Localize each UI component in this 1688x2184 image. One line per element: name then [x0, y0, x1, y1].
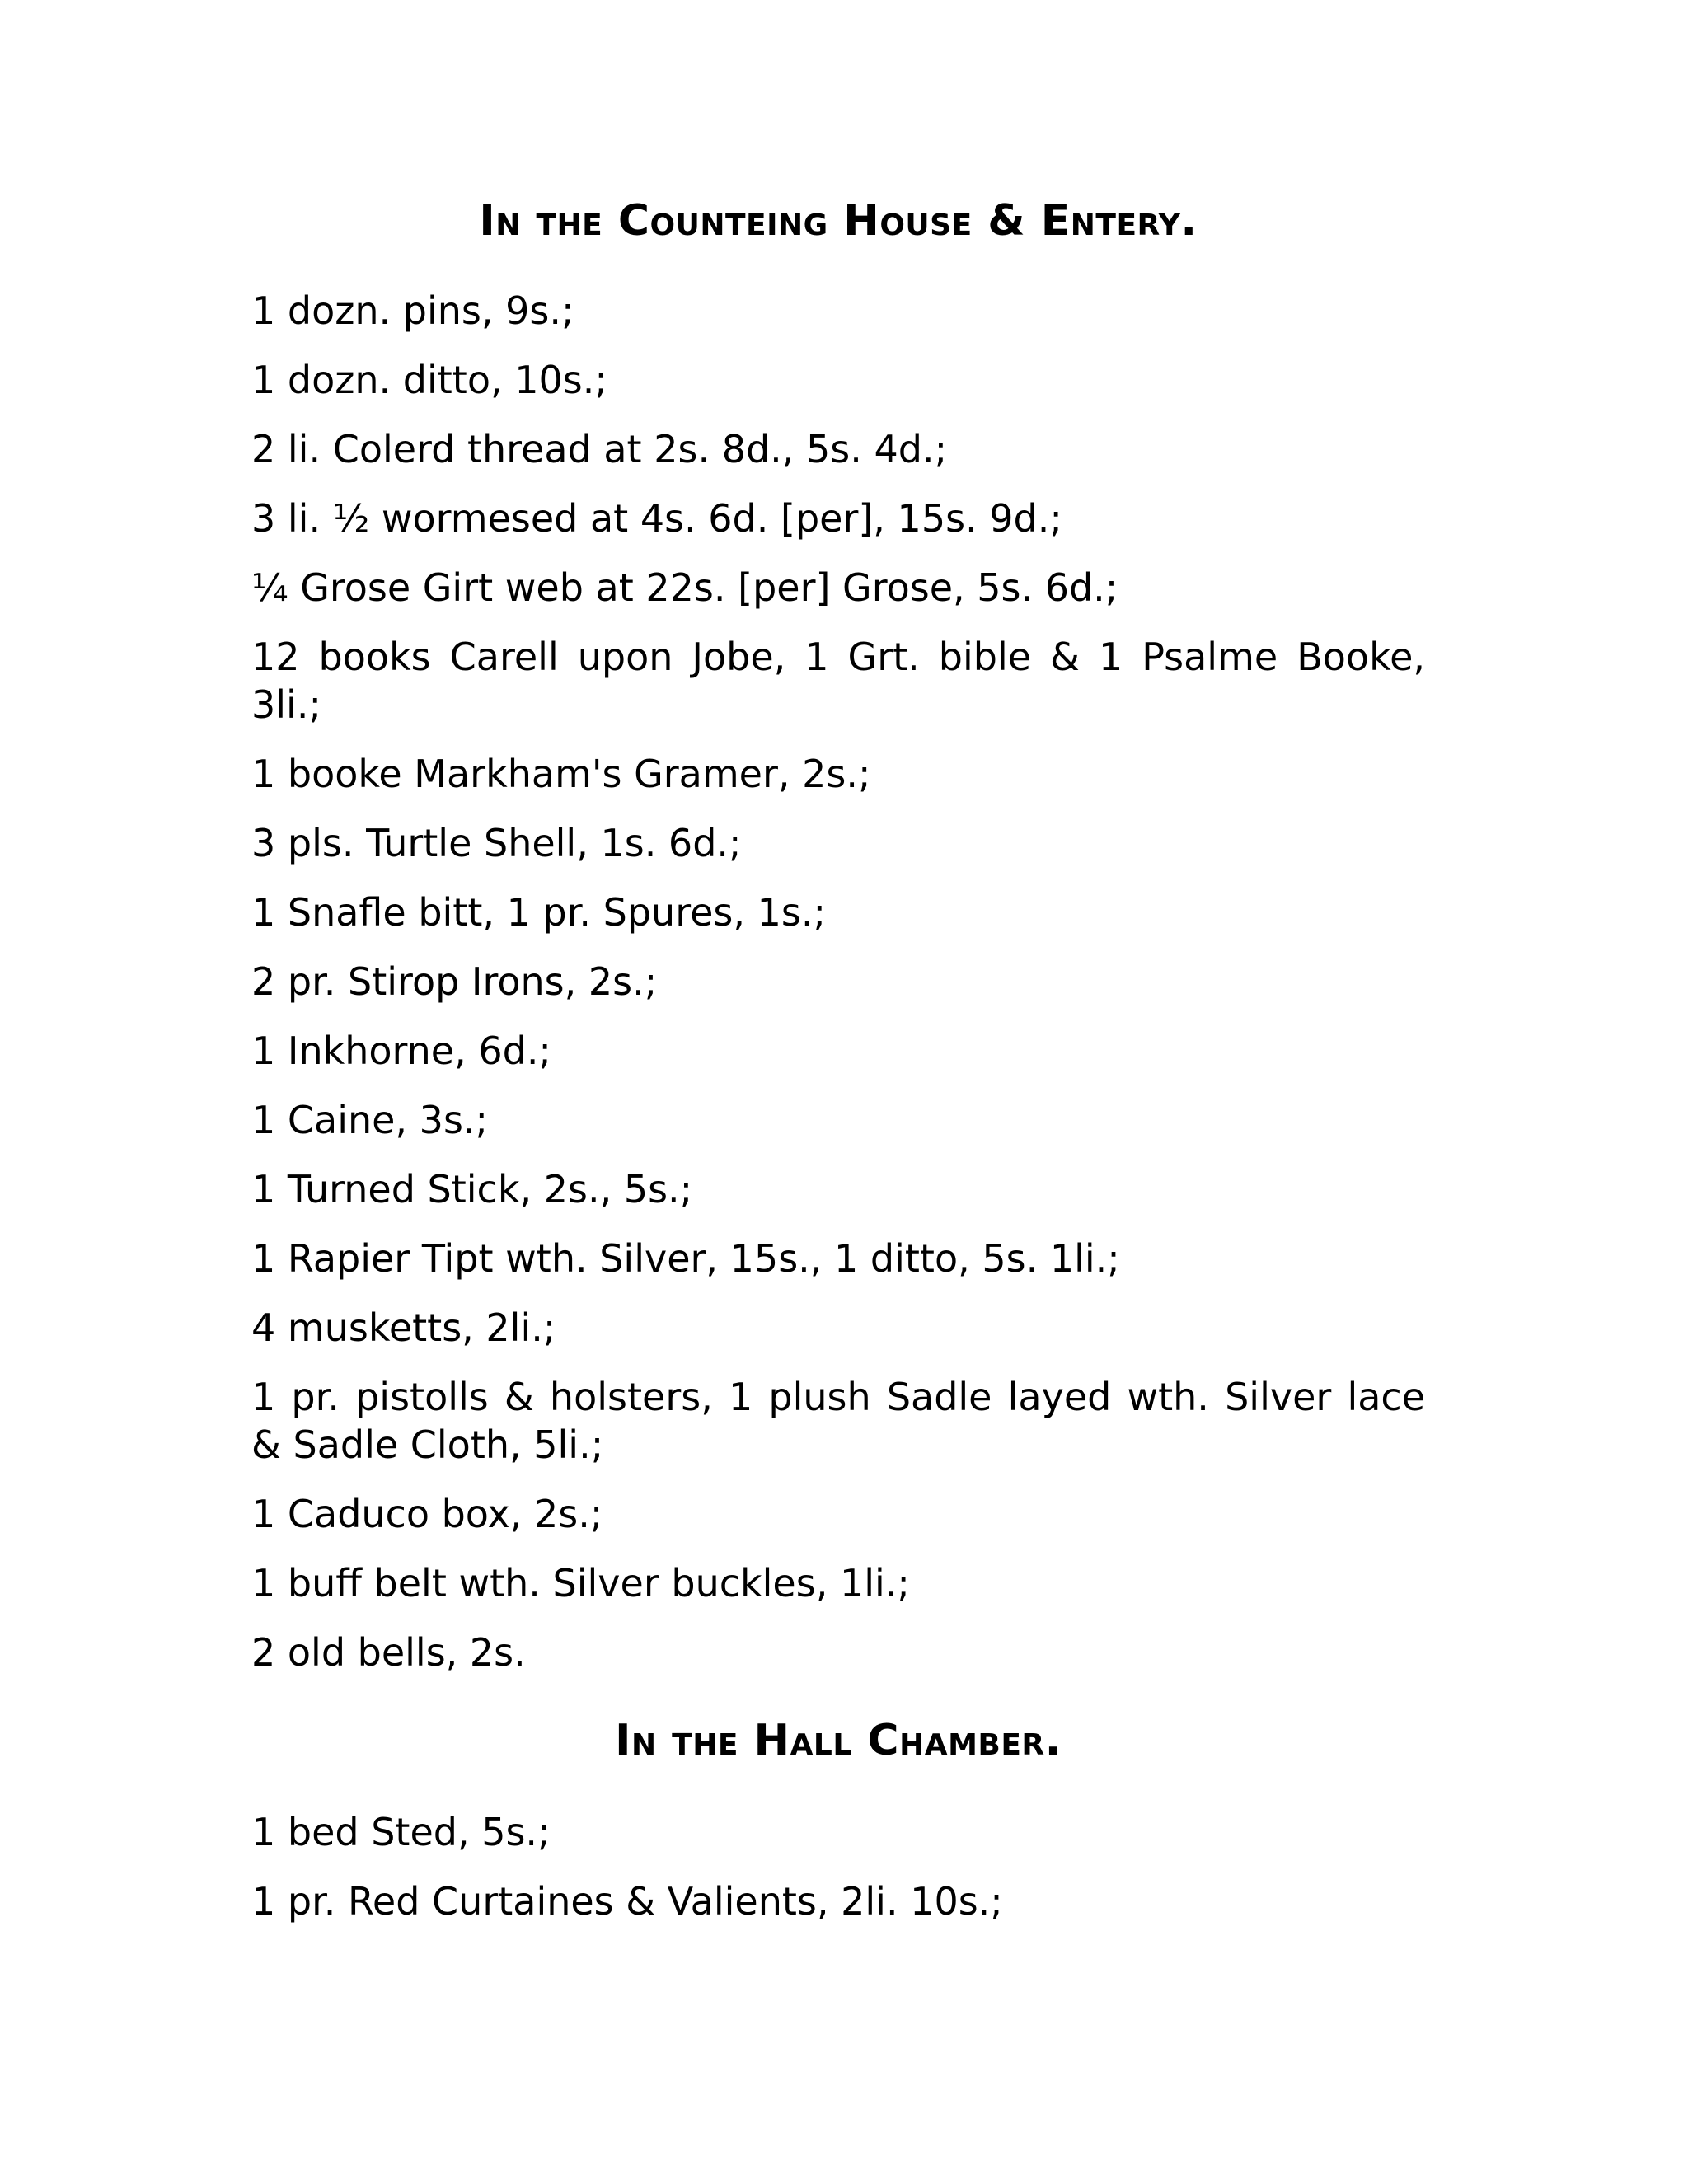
list-item: 1 pr. pistolls & holsters, 1 plush Sadle layed wth. Silver lace & Sadle Cloth, 5li.;	[251, 1375, 1425, 1467]
list-item: 1 Turned Stick, 2s., 5s.;	[251, 1167, 693, 1212]
list-item: 1 dozn. ditto, 10s.;	[251, 358, 607, 402]
section-heading-counting-house: In the Counteing House & Entery.	[479, 196, 1198, 246]
list-item: 3 pls. Turtle Shell, 1s. 6d.;	[251, 821, 742, 865]
list-item: ¼ Grose Girt web at 22s. [per] Grose, 5s. 6d.;	[251, 565, 1118, 610]
list-item: 1 Snafle bitt, 1 pr. Spures, 1s.;	[251, 890, 826, 935]
list-item: 1 bed Sted, 5s.;	[251, 1810, 551, 1854]
document-page	[251, 196, 1425, 1925]
list-item: 1 dozn. pins, 9s.;	[251, 288, 574, 333]
list-item: 4 musketts, 2li.;	[251, 1305, 556, 1350]
list-item: 2 old bells, 2s.	[251, 1630, 526, 1675]
list-item: 2 li. Colerd thread at 2s. 8d., 5s. 4d.;	[251, 427, 948, 471]
list-item: 1 booke Markham's Gramer, 2s.;	[251, 752, 871, 796]
list-item: 3 li. ½ wormesed at 4s. 6d. [per], 15s. 9d.;	[251, 496, 1062, 541]
inventory-list-counting-house	[251, 287, 1425, 1676]
list-item: 1 Caduco box, 2s.;	[251, 1492, 603, 1536]
inventory-list-hall-chamber	[251, 1808, 1425, 1925]
list-item: 1 pr. Red Curtaines & Valients, 2li. 10s.;	[251, 1879, 1003, 1924]
list-item: 1 Rapier Tipt wth. Silver, 15s., 1 ditto, 5s. 1li.;	[251, 1236, 1120, 1281]
list-item: 2 pr. Stirop Irons, 2s.;	[251, 959, 658, 1004]
list-item: 12 books Carell upon Jobe, 1 Grt. bible & 1 Psalme Booke, 3li.;	[251, 635, 1425, 727]
list-item: 1 Inkhorne, 6d.;	[251, 1029, 551, 1073]
list-item: 1 Caine, 3s.;	[251, 1098, 489, 1142]
list-item: 1 buff belt wth. Silver buckles, 1li.;	[251, 1561, 910, 1605]
section-heading-hall-chamber: In the Hall Chamber.	[615, 1716, 1062, 1765]
